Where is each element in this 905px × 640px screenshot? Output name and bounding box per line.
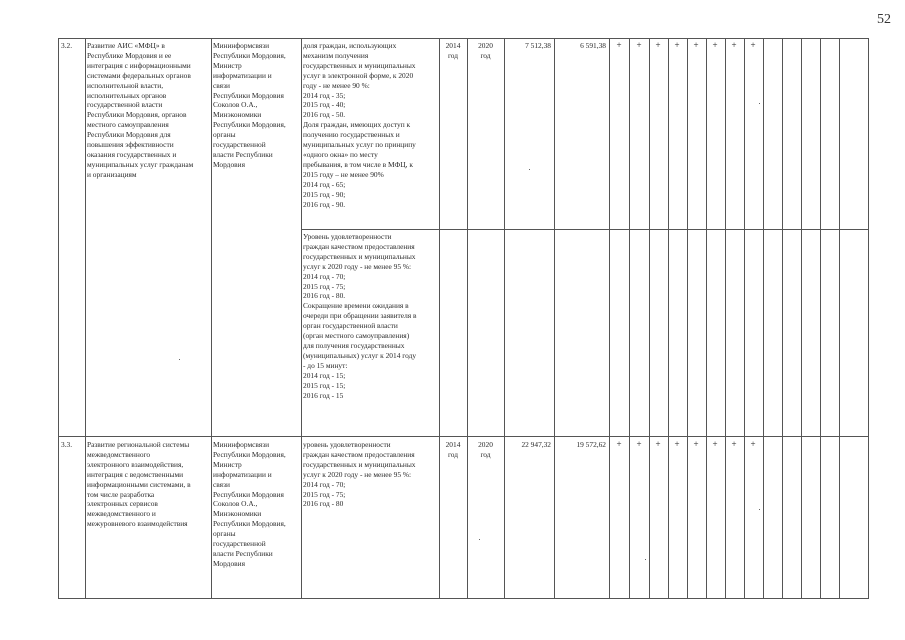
plus-mark: + <box>655 40 661 50</box>
plus-mark: + <box>693 40 699 50</box>
plus-mark: + <box>616 40 622 50</box>
plus-mark: + <box>674 40 680 50</box>
plus-mark: + <box>712 40 718 50</box>
plus-mark: + <box>636 40 642 50</box>
start-year: 2014 год <box>445 440 461 459</box>
executor: Мининформсвязи Республики Мордовия, Министр информатизации и связи Республики Мордовия Соколов О.А., Минэкономики Республики Мордовия, органы государственной власти Республики Мордовия <box>213 41 286 169</box>
activity-name: Развитие региональной системы межведомственного электронного взаимодействия, интеграция с ведомственными информационными системами, в том числе разработка электронных сервисов межведомственного и межуровневого взаимодействия <box>87 440 191 529</box>
plus-mark: + <box>655 439 661 449</box>
activity-name: Развитие АИС «МФЦ» в Республике Мордовия и ее интеграция с информационными системами федеральных органов исполнительной власти, исполнительных органов государственной власти Республики Мордовия, органов местного самоуправления Республики Мордовия для повышения эффективности оказания государственных и муниципальных услуг гражданам и организациям <box>87 41 194 179</box>
total-funding: 7 512,38 <box>525 41 551 50</box>
plus-mark: + <box>636 439 642 449</box>
program-table <box>58 38 869 599</box>
plus-mark: + <box>693 439 699 449</box>
page-number: 52 <box>877 12 891 27</box>
plus-mark: + <box>712 439 718 449</box>
plus-mark: + <box>674 439 680 449</box>
total-funding: 22 947,32 <box>521 440 551 449</box>
budget-funding: 6 591,38 <box>580 41 606 50</box>
plus-mark: + <box>731 439 737 449</box>
end-year: 2020 год <box>478 440 493 459</box>
plus-mark: + <box>750 439 756 449</box>
row-number: 3.2. <box>61 41 73 50</box>
executor: Мининформсвязи Республики Мордовия, Министр информатизации и связи Республики Мордовия Соколов О.А., Минэкономики Республики Мордовия, органы государственной власти Республики Мордовия <box>213 440 286 568</box>
end-year: 2020 год <box>478 41 493 60</box>
budget-funding: 19 572,62 <box>576 440 606 449</box>
plus-mark: + <box>731 40 737 50</box>
indicator-text: уровень удовлетворенности граждан качеством предоставления государственных и муниципальных услуг к 2020 году - не менее 95 %: 2014 год - 70; 2015 год - 75; 2016 год - 80 <box>303 440 416 509</box>
indicator-text: Уровень удовлетворенности граждан качеством предоставления государственных и муниципальных услуг к 2020 году - не менее 95 %: 2014 год - 70; 2015 год - 75; 2016 год - 80. Сокращение времени ожидания в очереди при обращении заявителя в орган государственной власти (орган местного самоуправления) для получения государственных (муниципальных) услуг к 2014 году - до 15 минут: 2014 год - 15; 2015 год - 15; 2016 год - 15 <box>303 232 417 400</box>
row-number: 3.3. <box>61 440 73 449</box>
plus-mark: + <box>750 40 756 50</box>
indicator-text: доля граждан, использующих механизм получения государственных и муниципальных услуг в электронной форме, к 2020 году - не менее 90 %: 2014 год - 35; 2015 год - 40; 2016 год - 50. Доля граждан, имеющих доступ к получению государственных и муниципальных услуг по принципу «одного окна» по месту пребывания, в том числе в МФЦ, к 2015 году – не менее 90% 2014 год - 65; 2015 год - 90; 2016 год - 90. <box>303 41 416 209</box>
start-year: 2014 год <box>445 41 461 60</box>
plus-mark: + <box>616 439 622 449</box>
